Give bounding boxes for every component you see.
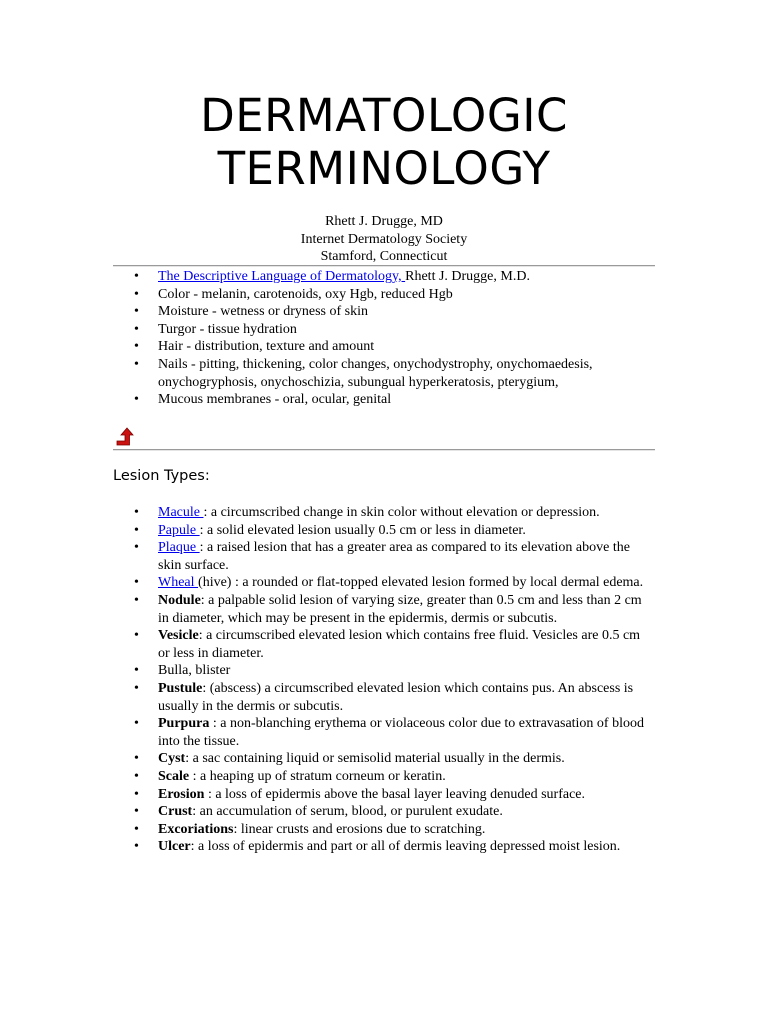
list-item: [0, 821, 648, 839]
list-item: [0, 715, 648, 750]
list-item: [0, 592, 648, 627]
list-item: [0, 786, 648, 804]
link-attribution: Rhett J. Drugge, M.D.: [405, 269, 530, 284]
term-label: Ulcer: [158, 839, 191, 855]
definition-text: : an accumulation of serum, blood, or purulent exudate.: [192, 804, 503, 820]
papule-link[interactable]: Papule: [158, 522, 200, 538]
definition-text: : (abscess) a circumscribed elevated lesion which contains pus. An abscess is usually in the dermis or subcutis.: [158, 680, 634, 714]
definition-text: : a palpable solid lesion of varying size, greater than 0.5 cm and less than 2 cm in diameter, which may be present in the epidermis, dermis or subcutis.: [158, 592, 642, 626]
definition-text: (hive) : a rounded or flat-topped elevated lesion formed by local dermal edema.: [198, 575, 644, 591]
divider: [113, 449, 655, 451]
list-item: [0, 750, 648, 768]
term-label: Crust: [158, 804, 193, 820]
page-title-line2: TERMINOLOGY: [217, 142, 551, 195]
list-item: [0, 574, 648, 592]
divider: [113, 265, 655, 267]
up-arrow-icon[interactable]: [114, 426, 136, 448]
list-item: [0, 803, 648, 821]
author-name: Rhett J. Drugge, MD: [325, 214, 443, 229]
term-label: Cyst: [158, 751, 186, 767]
plaque-link[interactable]: Plaque: [158, 540, 200, 556]
list-item: • Turgor - tissue hydration: [0, 321, 648, 339]
list-item: [0, 504, 648, 522]
page-title-line1: DERMATOLOGIC: [200, 89, 568, 142]
organization-name: Internet Dermatology Society: [300, 232, 468, 247]
section-heading: Lesion Types:: [113, 468, 210, 484]
definition-text: : a solid elevated lesion usually 0.5 cm or less in diameter.: [199, 522, 526, 538]
definition-text: : a heaping up of stratum corneum or keratin.: [189, 768, 446, 784]
list-item: [0, 268, 648, 286]
term-label: Vesicle: [158, 628, 199, 644]
list-item: • Mucous membranes - oral, ocular, genital: [0, 391, 648, 409]
definition-text: : a circumscribed change in skin color without elevation or depression.: [203, 505, 600, 520]
descriptive-language-link[interactable]: The Descriptive Language of Dermatology,: [158, 269, 406, 284]
wheal-link[interactable]: Wheal: [158, 575, 199, 591]
list-item: • Nails - pitting, thickening, color changes, onychodystrophy, onychomaedesis, onychogryphosis, onychoschizia, subungual hyperkeratosis, pterygium,: [0, 356, 648, 391]
term-label: Erosion: [158, 786, 205, 802]
list-item: • Bulla, blister: [0, 662, 648, 680]
list-item: [0, 838, 648, 856]
term-label: Purpura: [158, 716, 210, 732]
list-item: [0, 522, 648, 540]
list-item: • Color - melanin, carotenoids, oxy Hgb, reduced Hgb: [0, 286, 648, 304]
definition-text: : a sac containing liquid or semisolid material usually in the dermis.: [185, 751, 565, 767]
macule-link[interactable]: Macule: [158, 505, 204, 520]
definition-text: : a raised lesion that has a greater area as compared to its elevation above the skin surface.: [158, 540, 630, 573]
descriptive-list: [0, 268, 648, 409]
list-item: • Moisture - wetness or dryness of skin: [0, 303, 648, 321]
definition-text: : linear crusts and erosions due to scratching.: [233, 821, 486, 837]
list-item: [0, 768, 648, 786]
term-label: Excoriations: [158, 821, 234, 837]
list-item: [0, 539, 648, 574]
list-item: • Hair - distribution, texture and amount: [0, 338, 648, 356]
definition-text: : a loss of epidermis above the basal layer leaving denuded surface.: [204, 786, 586, 802]
definition-text: : a circumscribed elevated lesion which contains free fluid. Vesicles are 0.5 cm or less in diameter.: [158, 628, 641, 661]
list-item: [0, 627, 648, 662]
location-text: Stamford, Connecticut: [320, 249, 448, 264]
term-label: Nodule: [158, 592, 201, 608]
definition-text: : a non-blanching erythema or violaceous color due to extravasation of blood into the tissue.: [158, 716, 644, 749]
lesion-types-list: [0, 504, 648, 856]
list-item: [0, 680, 648, 715]
term-label: Pustule: [158, 680, 203, 696]
definition-text: : a loss of epidermis and part or all of dermis leaving depressed moist lesion.: [190, 839, 621, 855]
term-label: Scale: [158, 768, 190, 784]
